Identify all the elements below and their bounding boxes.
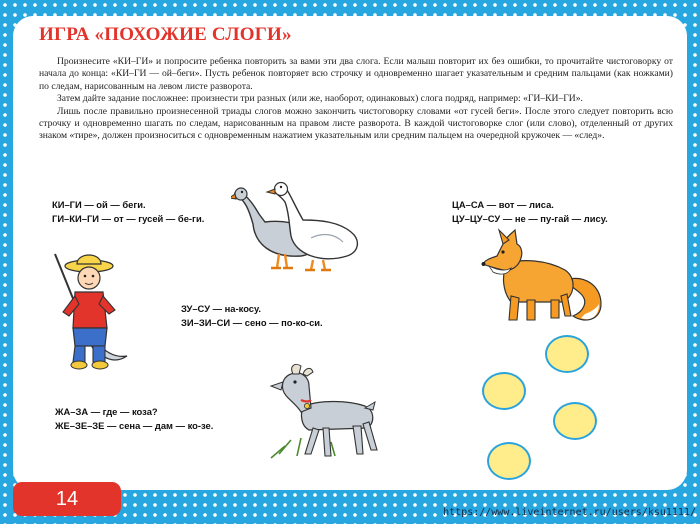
phrase-mow-1: ЗУ–СУ — на-косу. xyxy=(181,303,262,314)
step-circle[interactable] xyxy=(487,442,531,480)
page-number: 14 xyxy=(13,482,121,516)
phrase-geese-1: КИ–ГИ — ой — беги. xyxy=(52,199,146,210)
geese-illustration xyxy=(231,180,366,272)
instructions-text xyxy=(39,56,673,143)
instruction-paragraph: Лишь после правильно произнесенной триады слогов можно закончить чистоговорку словами «от гусей беги». После этого следует повторить всю строчку и одновременно шагать по следам, нарисованным на правом листе разворота. В каждой чистоговорке слог (или слово), отделенный от других знаком «тире», должен произноситься с одновременным нажатием указательным или средним пальцем на очередной кружочек — «след». xyxy=(39,105,673,142)
instruction-paragraph: Произнесите «КИ–ГИ» и попросите ребенка повторить за вами эти два слога. Если малыш повторит их без ошибки, то прочитайте чистоговорку от начала до конца: «КИ–ГИ — ой–беги». Пусть ребенок повторяет всю строчку и одновременно шагает указательным и средним пальцами (как ножками) по следам, нарисованным на левом листе разворота. xyxy=(39,56,673,92)
phrase-goat-1: ЖА–ЗА — где — коза? xyxy=(55,406,158,417)
book-page xyxy=(13,16,687,490)
goat-illustration xyxy=(261,362,391,466)
step-circle[interactable] xyxy=(482,372,526,410)
step-circle[interactable] xyxy=(553,402,597,440)
phrase-fox-2: ЦУ–ЦУ–СУ — не — пу-гай — лису. xyxy=(452,213,608,224)
phrase-geese-2: ГИ–КИ–ГИ — от — гусей — бе-ги. xyxy=(52,213,205,224)
watermark-url: https://www.liveinternet.ru/users/ksu1111/ xyxy=(443,507,696,518)
step-circle[interactable] xyxy=(545,335,589,373)
phrase-fox-1: ЦА–СА — вот — лиса. xyxy=(452,199,554,210)
phrase-goat-2: ЖЕ–ЗЕ–ЗЕ — сена — дам — ко-зе. xyxy=(55,420,214,431)
fox-illustration xyxy=(481,226,607,326)
phrase-mow-2: ЗИ–ЗИ–СИ — сено — по-ко-си. xyxy=(181,317,323,328)
instruction-paragraph: Затем дайте задание посложнее: произнести три разных (или же, наоборот, одинаковых) слога подряд, например: «ГИ–КИ–ГИ». xyxy=(57,93,583,105)
page-title: ИГРА «ПОХОЖИЕ СЛОГИ» xyxy=(39,24,292,45)
boy-mower-illustration xyxy=(53,244,137,372)
